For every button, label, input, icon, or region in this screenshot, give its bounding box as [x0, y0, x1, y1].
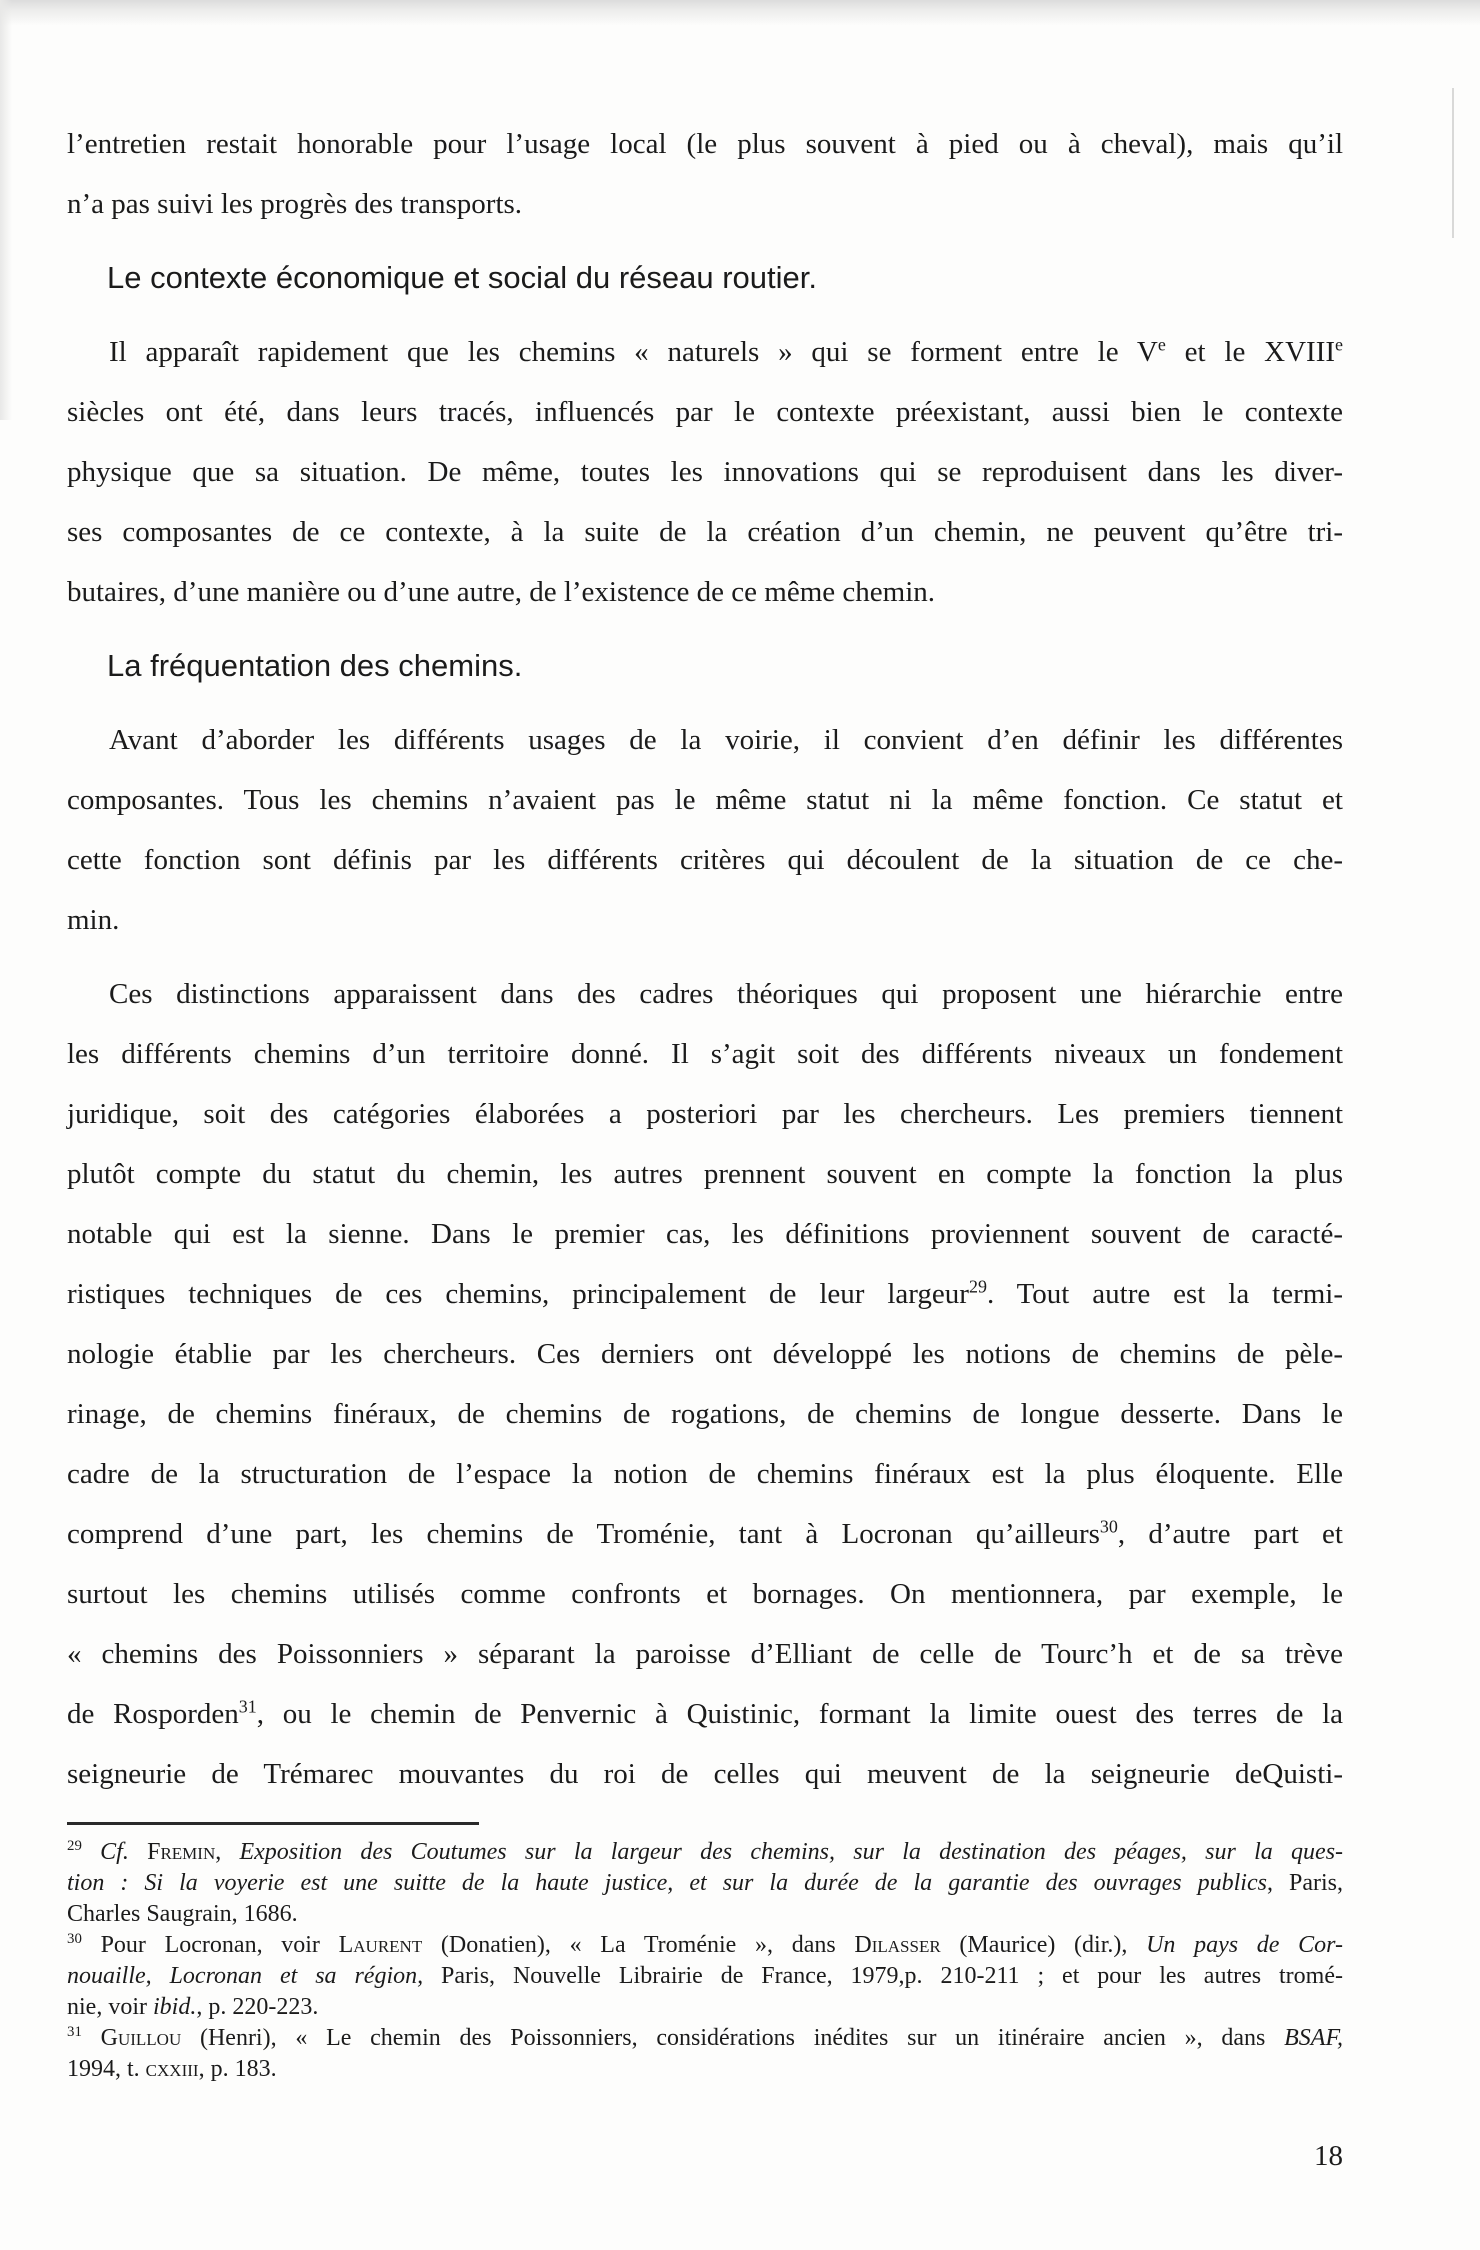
- text-line: [67, 1324, 1343, 1384]
- text-run: Pour Locronan, voir: [81, 1932, 339, 1958]
- footnote-line: [67, 1899, 1343, 1930]
- scan-edge-top-artifact: [0, 0, 1480, 26]
- superscript-run: 29: [67, 1838, 82, 1854]
- text-line: [67, 114, 1343, 174]
- text-run: (Henri), « Le chemin des Poissonniers, considérations inédites sur un itinéraire ancien », dans: [181, 2025, 1285, 2051]
- text-run: Le contexte économique et social du réseau routier.: [107, 260, 818, 295]
- footnote-section: [67, 1822, 1343, 2085]
- superscript-run: 29: [968, 1276, 987, 1297]
- text-run: Cf.: [100, 1839, 129, 1865]
- text-run: n’a pas suivi les progrès des transports.: [67, 188, 523, 220]
- text-run: plutôt compte du statut du chemin, les autres prennent souvent en compte la fonction la plus: [67, 1158, 1343, 1190]
- text-line: [67, 964, 1343, 1024]
- text-line: [67, 442, 1343, 502]
- text-run: butaires, d’une manière ou d’une autre, de l’existence de ce même chemin.: [67, 576, 936, 608]
- text-line: [67, 890, 1343, 950]
- text-line: [67, 382, 1343, 442]
- text-run: Guillou: [100, 2025, 182, 2051]
- text-run: min.: [67, 904, 120, 936]
- text-line: [67, 1444, 1343, 1504]
- text-run: (Donatien), « La Troménie », dans: [422, 1932, 855, 1958]
- text-run: nologie établie par les chercheurs. Ces derniers ont développé les notions de chemins de pèle-: [67, 1338, 1343, 1370]
- text-run: Fremin: [147, 1839, 216, 1865]
- text-run: « chemins des Poissonniers » séparant la paroisse d’Elliant de celle de Tourc’h et de sa trève: [67, 1638, 1343, 1670]
- text-run: physique que sa situation. De même, toutes les innovations qui se reproduisent dans les diver-: [67, 456, 1343, 488]
- text-run: Paris, Nouvelle Librairie de France, 1979,p. 210-211 ; et pour les autres tromé-: [423, 1963, 1343, 1989]
- body-paragraph: [67, 322, 1343, 622]
- text-run: Avant d’aborder les différents usages de la voirie, il convient d’en définir les différentes: [109, 724, 1343, 756]
- text-run: ristiques techniques de ces chemins, principalement de leur largeur: [67, 1278, 969, 1310]
- footnote-line: [67, 1868, 1343, 1899]
- text-run: nouaille, Locronan et sa région,: [67, 1963, 424, 1989]
- text-line: [67, 830, 1343, 890]
- footnote-separator: [67, 1822, 479, 1825]
- text-line: [67, 1684, 1343, 1744]
- text-line: [67, 1564, 1343, 1624]
- text-run: ibid.: [152, 1994, 197, 2020]
- text-run: cadre de la structuration de l’espace la notion de chemins finéraux est la plus éloquente. Elle: [67, 1458, 1343, 1490]
- text-run: , ou le chemin de Penvernic à Quistinic, formant la limite ouest des terres de la: [256, 1698, 1343, 1730]
- text-run: les différents chemins d’un territoire donné. Il s’agit soit des différents niveaux un fondement: [67, 1038, 1343, 1070]
- superscript-run: e: [1157, 334, 1166, 355]
- superscript-run: e: [1335, 334, 1343, 355]
- text-run: [82, 2025, 101, 2051]
- text-line: [67, 770, 1343, 830]
- text-line: [67, 1024, 1343, 1084]
- text-line: [67, 562, 1343, 622]
- footnote-line: [67, 1961, 1343, 1992]
- text-run: Un pays de Cor-: [1146, 1932, 1343, 1958]
- text-line: [67, 322, 1343, 382]
- superscript-run: 30: [1099, 1516, 1118, 1537]
- page-edge-line: [1452, 88, 1454, 238]
- text-run: composantes. Tous les chemins n’avaient pas le même statut ni la même fonction. Ce statut et: [67, 784, 1343, 816]
- text-run: BSAF,: [1284, 2025, 1344, 2051]
- text-run: Laurent: [338, 1932, 423, 1958]
- text-run: 1994, t.: [67, 2056, 146, 2082]
- text-run: Ces distinctions apparaissent dans des cadres théoriques qui proposent une hiérarchie entre: [109, 978, 1343, 1010]
- text-run: notable qui est la sienne. Dans le premier cas, les définitions proviennent souvent de caracté-: [67, 1218, 1343, 1250]
- text-run: Dilasser: [854, 1932, 941, 1958]
- text-line: [67, 1264, 1343, 1324]
- text-run: La fréquentation des chemins.: [107, 648, 523, 683]
- superscript-run: 31: [67, 2024, 82, 2040]
- text-run: siècles ont été, dans leurs tracés, influencés par le contexte préexistant, aussi bien le contexte: [67, 396, 1343, 428]
- text-run: Charles Saugrain, 1686.: [67, 1901, 298, 1927]
- body-paragraph: [67, 964, 1343, 1804]
- text-run: seigneurie de Trémarec mouvantes du roi de celles qui meuvent de la seigneurie deQuisti-: [67, 1758, 1343, 1790]
- text-line: [67, 636, 1343, 696]
- text-run: [82, 1839, 100, 1865]
- page-body-text: [67, 114, 1343, 1804]
- page-number: 18: [1314, 2140, 1343, 2172]
- text-line: [67, 1144, 1343, 1204]
- text-run: , p. 183.: [198, 2056, 277, 2082]
- section-heading: [67, 248, 1343, 308]
- text-run: Il apparaît rapidement que les chemins « naturels » qui se forment entre le V: [109, 336, 1158, 368]
- text-line: [67, 1384, 1343, 1444]
- text-run: nie, voir: [67, 1994, 153, 2020]
- text-run: juridique, soit des catégories élaborées a posteriori par les chercheurs. Les premiers tiennent: [67, 1098, 1343, 1130]
- text-run: . Tout autre est la termi-: [986, 1278, 1343, 1310]
- body-paragraph: [67, 114, 1343, 234]
- text-line: [67, 1744, 1343, 1804]
- text-run: Exposition des Coutumes sur la largeur des chemins, sur la destination des péages, sur la ques-: [239, 1839, 1344, 1865]
- text-run: [129, 1839, 147, 1865]
- text-line: [67, 1204, 1343, 1264]
- text-run: l’entretien restait honorable pour l’usage local (le plus souvent à pied ou à cheval), mais qu’il: [67, 128, 1343, 160]
- text-run: de Rosporden: [67, 1698, 239, 1730]
- body-paragraph: [67, 710, 1343, 950]
- text-line: [67, 502, 1343, 562]
- footnote-line: [67, 1992, 1343, 2023]
- footnote-line: [67, 1837, 1343, 1868]
- text-run: tion : Si la voyerie est une suitte de la haute justice, et sur la durée de la garantie des ouvrages publics: [67, 1870, 1267, 1896]
- text-run: cette fonction sont définis par les différents critères qui découlent de la situation de ce che-: [67, 844, 1343, 876]
- text-run: , Paris,: [1266, 1870, 1343, 1896]
- text-line: [67, 1504, 1343, 1564]
- text-run: comprend d’une part, les chemins de Troménie, tant à Locronan qu’ailleurs: [67, 1518, 1100, 1550]
- text-run: surtout les chemins utilisés comme confronts et bornages. On mentionnera, par exemple, le: [67, 1578, 1343, 1610]
- section-heading: [67, 636, 1343, 696]
- footnote-lines: [67, 1837, 1343, 2085]
- text-run: , p. 220-223.: [196, 1994, 319, 2020]
- text-run: (Maurice) (dir.),: [940, 1932, 1147, 1958]
- text-run: ,: [215, 1839, 240, 1865]
- text-line: [67, 174, 1343, 234]
- text-run: ses composantes de ce contexte, à la suite de la création d’un chemin, ne peuvent qu’être tri-: [67, 516, 1343, 548]
- footnote-line: [67, 1930, 1343, 1961]
- superscript-run: 30: [67, 1931, 82, 1947]
- text-line: [67, 1084, 1343, 1144]
- footnote-line: [67, 2054, 1343, 2085]
- text-run: rinage, de chemins finéraux, de chemins de rogations, de chemins de longue desserte. Dans le: [67, 1398, 1343, 1430]
- text-line: [67, 1624, 1343, 1684]
- superscript-run: 31: [238, 1696, 257, 1717]
- scan-edge-left-artifact: [0, 0, 12, 420]
- text-run: et le XVIII: [1165, 336, 1336, 368]
- text-line: [67, 248, 1343, 308]
- text-run: , d’autre part et: [1117, 1518, 1343, 1550]
- footnote-line: [67, 2023, 1343, 2054]
- text-line: [67, 710, 1343, 770]
- text-run: cxxiii: [145, 2056, 199, 2082]
